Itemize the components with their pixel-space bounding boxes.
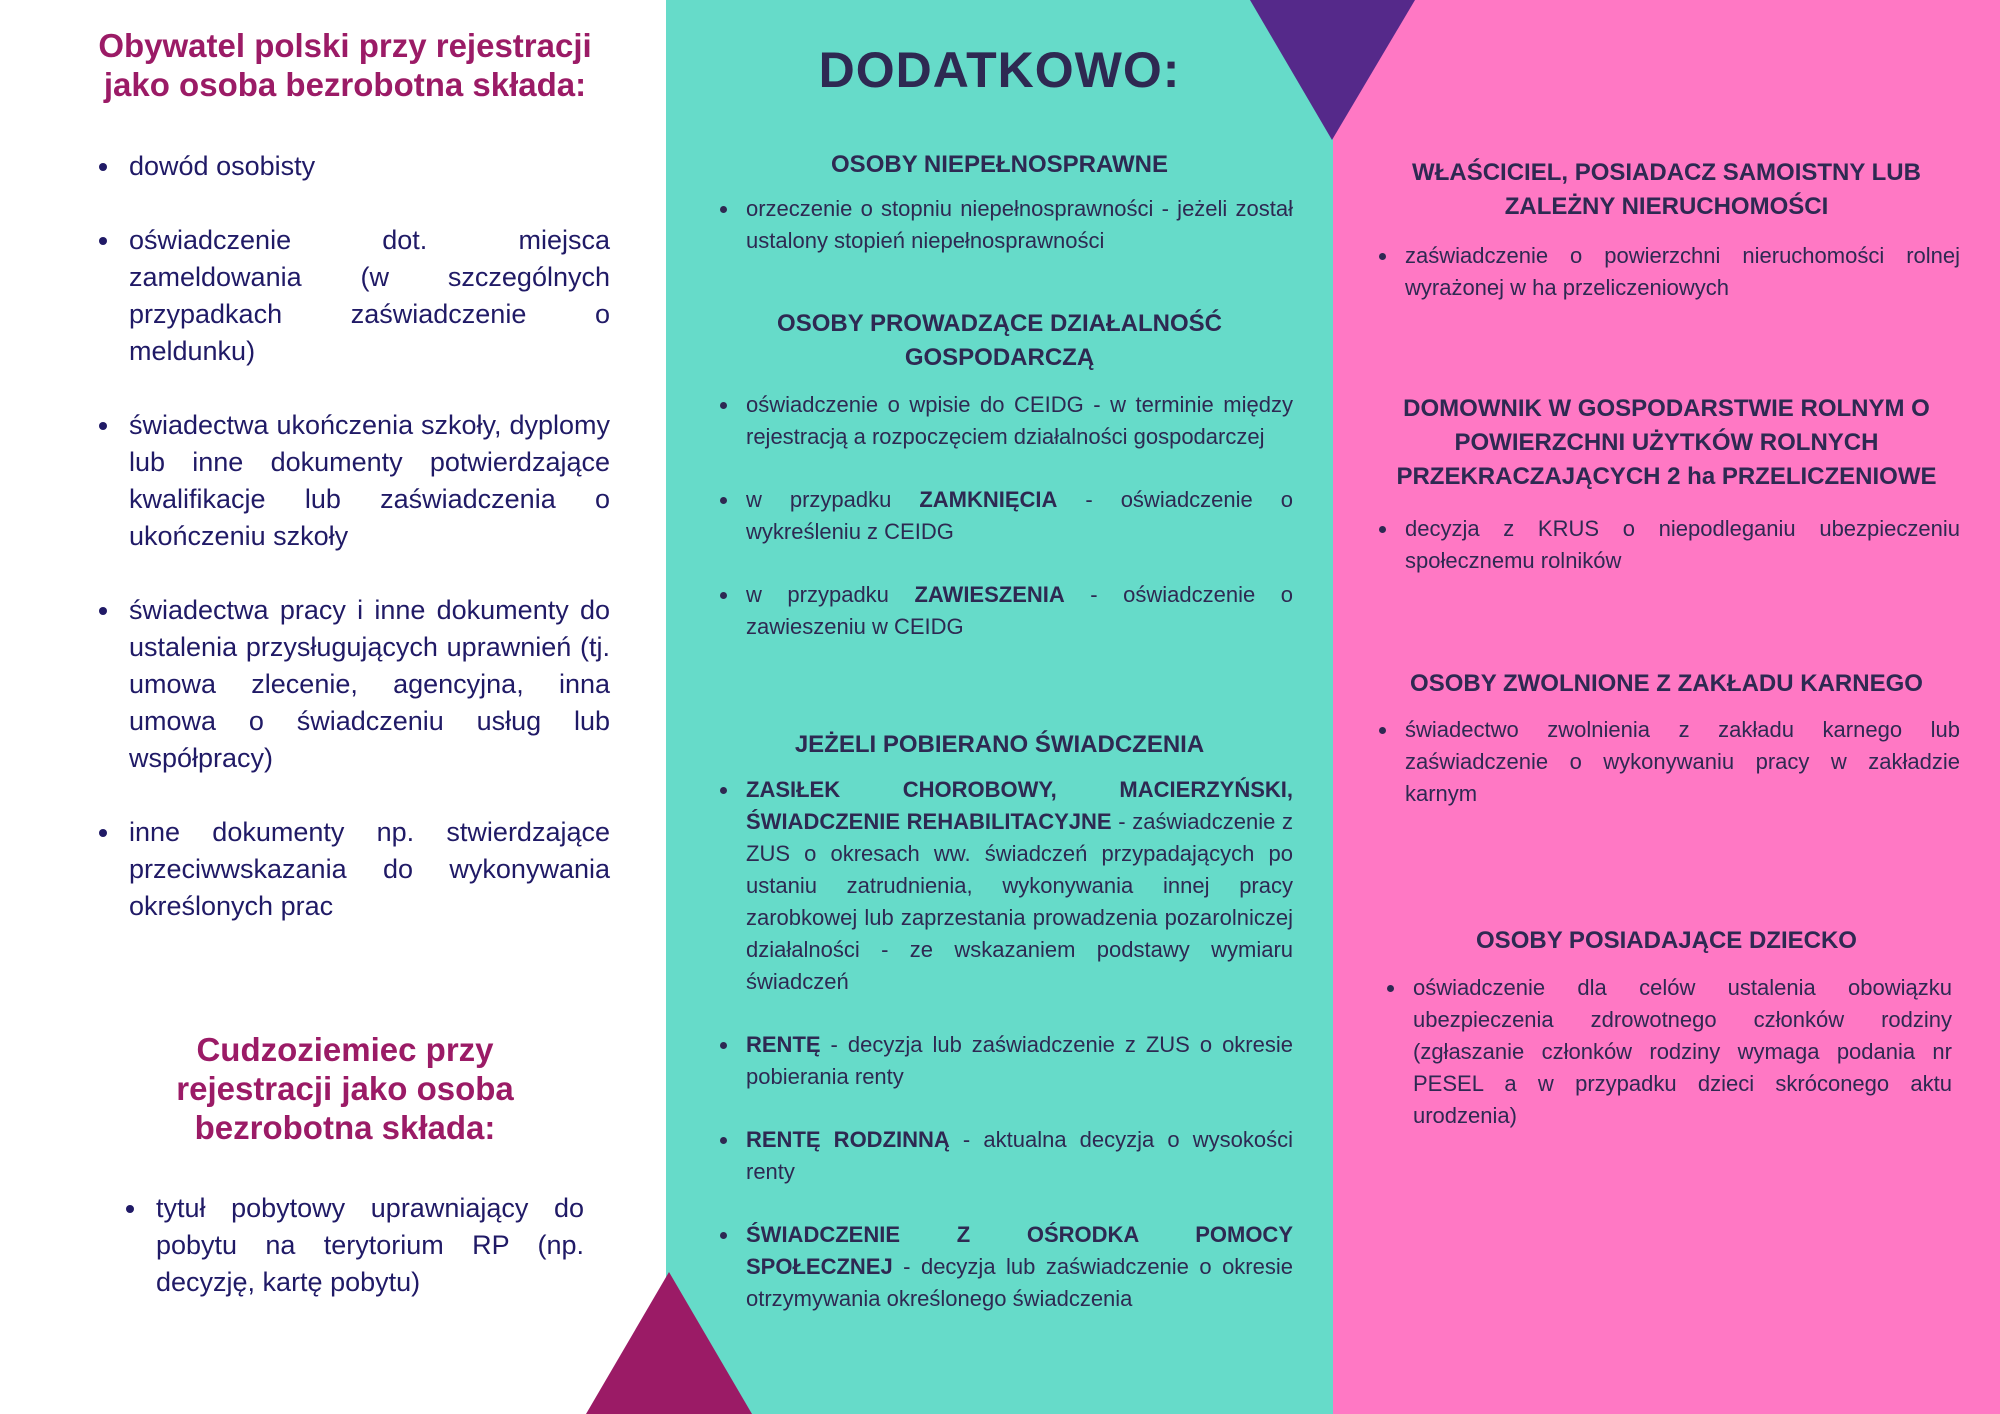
list-item: [716, 1029, 1293, 1093]
list-item: dowód osobisty: [95, 148, 610, 185]
foreigner-document-list: [122, 1190, 584, 1301]
list-item: oświadczenie dla celów ustalenia obowiązku ubezpieczenia zdrowotnego członków rodziny (zgłaszanie członków rodziny wymaga podania nr PESEL a w przypadku dzieci skróconego aktu urodzenia): [1383, 972, 1952, 1132]
list-item: orzeczenie o stopniu niepełnosprawności - jeżeli został ustalony stopień niepełnosprawności: [716, 193, 1293, 257]
item-keyword: ZAWIESZENIA: [914, 582, 1065, 607]
business-owners-list: [716, 389, 1293, 674]
list-item: zaświadczenie o powierzchni nieruchomości rolnej wyrażonej w ha przeliczeniowych: [1375, 240, 1960, 304]
disabled-persons-heading: OSOBY NIEPEŁNOSPRAWNE: [831, 151, 1168, 178]
item-text: - oświadczenie o wykreśleniu z CEIDG: [746, 487, 1293, 544]
list-item: [716, 774, 1293, 998]
list-item: świadectwa pracy i inne dokumenty do ustalenia przysługujących uprawnień (tj. umowa zlecenie, agencyjna, inna umowa o świadczeniu usług lub współpracy): [95, 592, 610, 777]
additionally-heading: DODATKOWO:: [818, 42, 1181, 98]
item-text: - aktualna decyzja o wysokości renty: [746, 1127, 1294, 1184]
released-prisoners-heading: OSOBY ZWOLNIONE Z ZAKŁADU KARNEGO: [1410, 670, 1923, 697]
middle-panel: [666, 0, 1333, 1414]
released-prisoners-list: [1375, 714, 1960, 841]
parents-list: [1383, 972, 1952, 1163]
parents-heading: OSOBY POSIADAJĄCE DZIECKO: [1476, 927, 1857, 954]
left-panel: [0, 0, 666, 1414]
list-item: tytuł pobytowy uprawniający do pobytu na terytorium RP (np. decyzję, kartę pobytu): [122, 1190, 584, 1301]
purple-triangle-decoration: [1250, 0, 1415, 140]
farm-household-heading: DOMOWNIK W GOSPODARSTWIE ROLNYM O POWIERZCHNI UŻYTKÓW ROLNYCH PRZEKRACZAJĄCYCH 2 ha PRZELICZENIOWE: [1396, 395, 1937, 490]
list-item: [716, 1124, 1293, 1188]
polish-citizen-heading: Obywatel polski przy rejestracji jako osoba bezrobotna składa:: [98, 27, 592, 103]
item-text: - zaświadczenie z ZUS o okresach ww. świadczeń przypadających po ustaniu zatrudnienia, wykonywania innej pracy zarobkowej lub zaprzestania prowadzenia pozarolniczej działalności - ze wskazaniem podstawy wymiaru świadczeń: [746, 809, 1293, 994]
magenta-triangle-shape: [586, 1272, 752, 1414]
list-item: oświadczenie dot. miejsca zameldowania (w szczególnych przypadkach zaświadczenie o meldunku): [95, 222, 610, 370]
item-text: w przypadku: [746, 487, 920, 512]
purple-triangle-shape: [1250, 0, 1415, 140]
list-item: [716, 484, 1293, 548]
foreigner-heading: Cudzoziemiec przy rejestracji jako osoba bezrobotna składa:: [176, 1031, 514, 1146]
property-owner-heading: WŁAŚCICIEL, POSIADACZ SAMOISTNY LUB ZALEŻNY NIERUCHOMOŚCI: [1412, 159, 1921, 220]
right-panel: [1333, 0, 2000, 1414]
item-keyword: RENTĘ RODZINNĄ: [746, 1127, 950, 1152]
farm-household-list: [1375, 513, 1960, 608]
disabled-persons-list: [716, 193, 1293, 288]
item-keyword: RENTĘ: [746, 1032, 821, 1057]
list-item: świadectwo zwolnienia z zakładu karnego lub zaświadczenie o wykonywaniu pracy w zakładzie karnym: [1375, 714, 1960, 810]
polish-citizen-document-list: [95, 148, 610, 962]
item-keyword: ZAMKNIĘCIA: [919, 487, 1058, 512]
list-item: oświadczenie o wpisie do CEIDG - w terminie między rejestracją a rozpoczęciem działalności gospodarczej: [716, 389, 1293, 453]
item-text: - decyzja lub zaświadczenie z ZUS o okresie pobierania renty: [746, 1032, 1293, 1089]
list-item: [716, 579, 1293, 643]
business-owners-heading: OSOBY PROWADZĄCE DZIAŁALNOŚĆ GOSPODARCZĄ: [777, 310, 1222, 371]
list-item: inne dokumenty np. stwierdzające przeciwwskazania do wykonywania określonych prac: [95, 814, 610, 925]
item-keyword: ZASIŁEK CHOROBOWY, MACIERZYŃSKI, ŚWIADCZENIE REHABILITACYJNE: [746, 777, 1293, 834]
list-item: decyzja z KRUS o niepodleganiu ubezpieczeniu społecznemu rolników: [1375, 513, 1960, 577]
magenta-triangle-decoration: [586, 1272, 752, 1414]
list-item: [716, 1219, 1293, 1315]
benefits-heading: JEŻELI POBIERANO ŚWIADCZENIA: [794, 731, 1205, 758]
item-keyword: ŚWIADCZENIE Z OŚRODKA POMOCY SPOŁECZNEJ: [746, 1222, 1293, 1279]
list-item: świadectwa ukończenia szkoły, dyplomy lub inne dokumenty potwierdzające kwalifikacje lub zaświadczenia o ukończeniu szkoły: [95, 407, 610, 555]
item-text: - oświadczenie o zawieszeniu w CEIDG: [746, 582, 1293, 639]
item-text: w przypadku: [746, 582, 915, 607]
benefits-list: [716, 774, 1293, 1346]
property-owner-list: [1375, 240, 1960, 335]
item-text: - decyzja lub zaświadczenie o okresie otrzymywania określonego świadczenia: [746, 1254, 1293, 1311]
